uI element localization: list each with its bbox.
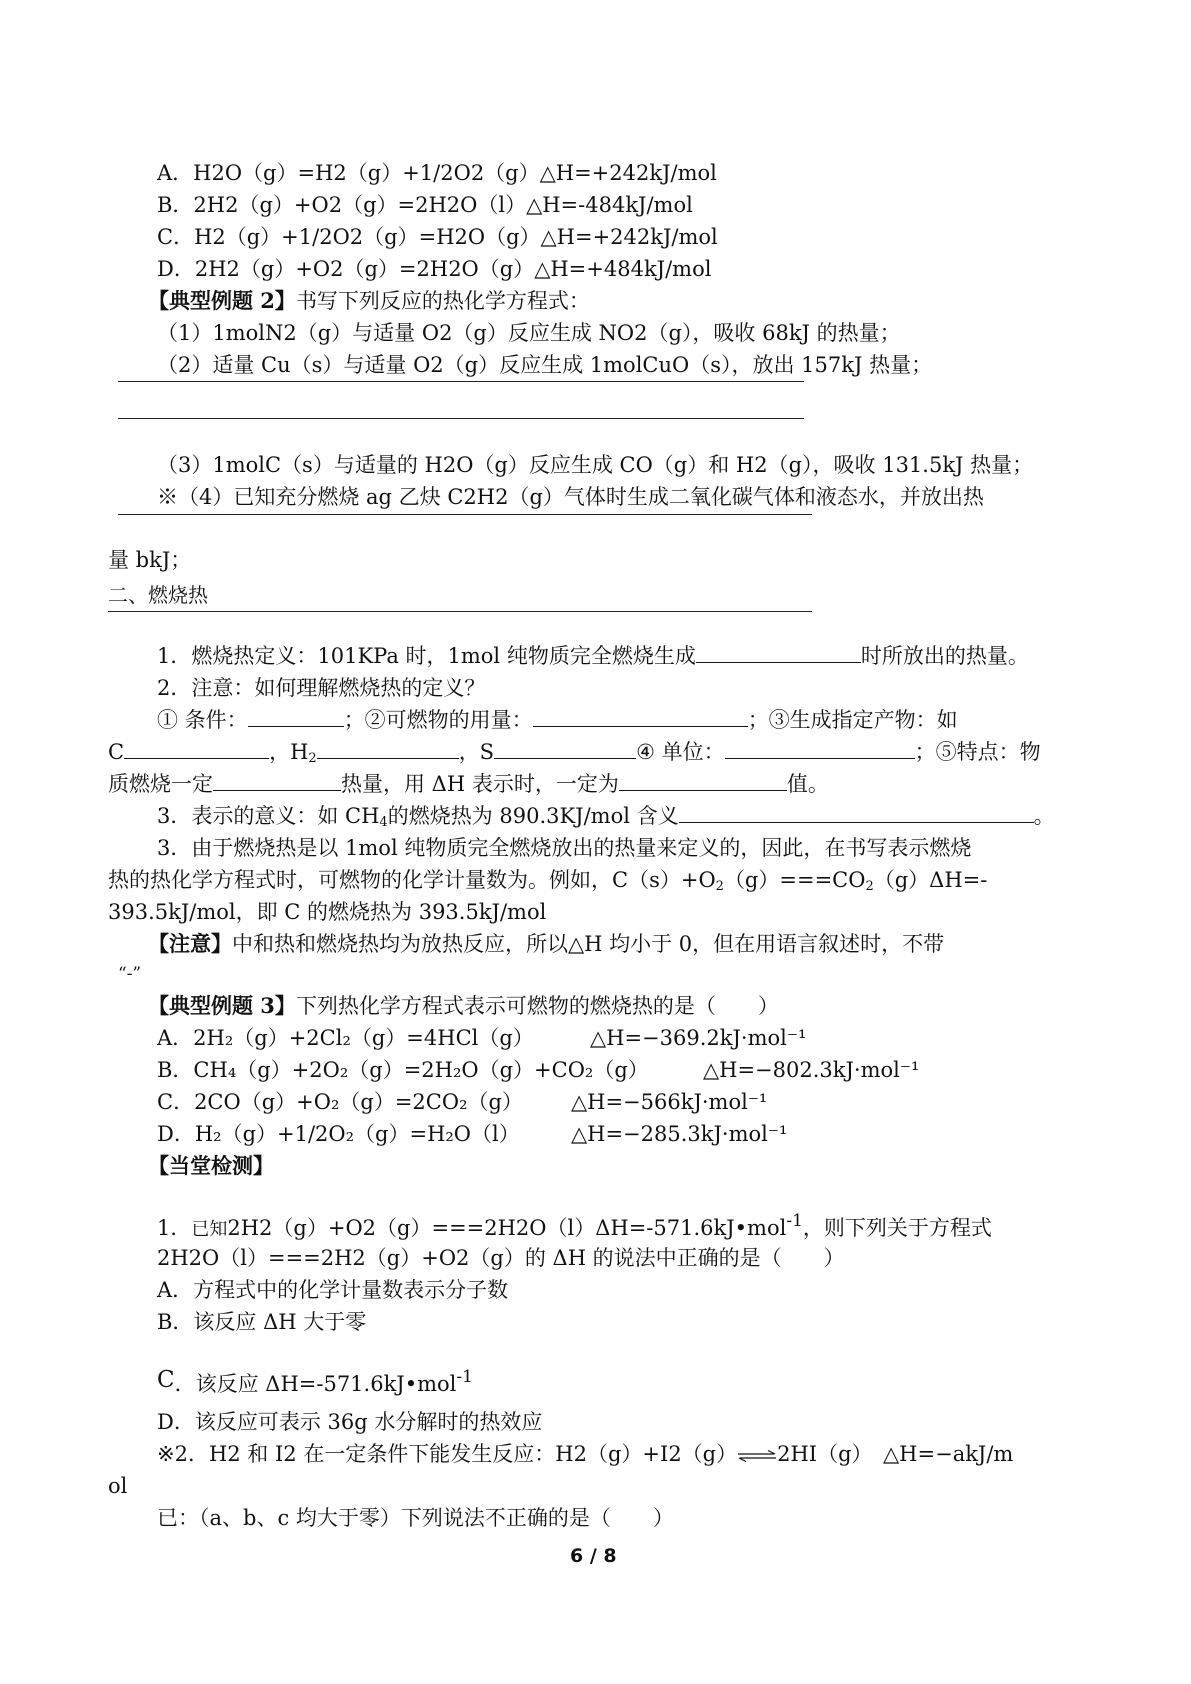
check-q1-line-1 — [157, 1206, 992, 1245]
q1-option-c: C．H2（g）+1/2O2（g）=H2O（g）△H=+242kJ/mol — [157, 225, 718, 249]
definition-line-5 — [108, 769, 829, 799]
blank[interactable] — [494, 738, 636, 759]
definition-line-1 — [157, 641, 1029, 671]
blank[interactable] — [124, 738, 269, 759]
definition-line-2: 2．注意：如何理解燃烧热的定义？ — [157, 676, 486, 700]
blank[interactable] — [533, 706, 748, 727]
equation: C．2CO（g）+O₂（g）=2CO₂（g） — [157, 1090, 523, 1114]
check-text: ．该反应 ΔH=-571.6kJ•mol — [174, 1372, 457, 1396]
check-q1-option-b: B．该反应 ΔH 大于零 — [157, 1310, 367, 1334]
definition-text: ，S — [458, 740, 495, 764]
definition-text: 质燃烧一定 — [108, 772, 213, 796]
answer-line — [118, 418, 804, 419]
check-q1-option-d: D．该反应可表示 36g 水分解时的热效应 — [157, 1410, 543, 1434]
definition-text: （g）ΔH=- — [873, 868, 988, 892]
check-q1-line-2: 2H2O（l）===2H2（g）+O2（g）的 ΔH 的说法中正确的是（ ） — [157, 1246, 845, 1270]
enthalpy: △H=−369.2kJ·mol⁻¹ — [590, 1026, 807, 1050]
note-text: 中和热和燃烧热均为放热反应，所以△H 均小于 0，但在用语言叙述时，不带 — [232, 932, 945, 956]
q1-option-a: A．H2O（g）=H2（g）+1/2O2（g）△H=+242kJ/mol — [157, 161, 717, 185]
subscript: 2 — [865, 879, 874, 894]
enthalpy: △H=−566kJ·mol⁻¹ — [571, 1090, 768, 1114]
blank[interactable] — [619, 770, 787, 791]
definition-text: 时所放出的热量。 — [860, 644, 1029, 668]
check-text: C — [157, 1367, 175, 1393]
blank[interactable] — [317, 738, 459, 759]
equation: B．CH₄（g）+2O₂（g）=2H₂O（g）+CO₂（g） — [157, 1058, 649, 1082]
check-q2-line-1 — [157, 1439, 1013, 1469]
example-2-title: 【典型例题 2】 — [148, 288, 296, 313]
definition-text: 的燃烧热为 890.3KJ/mol 含义 — [387, 804, 679, 828]
equilibrium-arrow-icon — [737, 1450, 777, 1462]
definition-text: ；②可燃物的用量： — [343, 708, 533, 732]
note-cont: “-” — [118, 964, 142, 984]
blank[interactable] — [213, 770, 341, 791]
superscript: -1 — [456, 1367, 473, 1387]
definition-line-7: 3．由于燃烧热是以 1mol 纯物质完全燃烧放出的热量来定义的，因此，在书写表示燃烧 — [157, 836, 972, 860]
definition-text: 值。 — [786, 772, 829, 796]
subscript: 2 — [715, 879, 724, 894]
check-text: 已知 — [191, 1219, 228, 1240]
note-line — [148, 929, 944, 959]
definition-text: 3．表示的意义：如 CH — [157, 804, 380, 828]
check-q2-line-2: ol — [108, 1474, 128, 1498]
example-2-item-4-cont: 量 bkJ； — [108, 548, 192, 572]
enthalpy: △H=−802.3kJ·mol⁻¹ — [703, 1058, 920, 1082]
check-text: 2H2（g）+O2（g）===2H2O（l）ΔH=-571.6kJ•mol — [227, 1216, 787, 1240]
q1-option-b: B．2H2（g）+O2（g）=2H2O（l）△H=-484kJ/mol — [157, 193, 693, 217]
example-2-item-2: （2）适量 Cu（s）与适量 O2（g）反应生成 1molCuO（s），放出 157kJ 热量； — [157, 353, 933, 377]
subscript: 4 — [379, 815, 388, 830]
subscript: 2 — [308, 751, 317, 766]
page-number: 6 / 8 — [570, 1545, 617, 1567]
example-3-option-d — [157, 1119, 788, 1149]
blank[interactable] — [725, 738, 915, 759]
definition-text: 热的热化学方程式时，可燃物的化学计量数为。例如，C（s）+O — [108, 868, 716, 892]
definition-text: ，H — [269, 740, 309, 764]
definition-text: ；⑤特点：物 — [914, 740, 1041, 764]
check-q1-option-c — [157, 1362, 473, 1399]
check-title: 【当堂检测】 — [148, 1153, 274, 1178]
example-2-item-3: （3）1molC（s）与适量的 H2O（g）反应生成 CO（g）和 H2（g），吸收 131.5kJ 热量； — [157, 453, 1034, 477]
example-3-prompt: 下列热化学方程式表示可燃物的燃烧热的是（ ） — [295, 994, 779, 1018]
example-2-item-4: ※（4）已知充分燃烧 ag 乙炔 C2H2（g）气体时生成二氧化碳气体和液态水，并放出热 — [157, 485, 984, 509]
blank[interactable] — [248, 706, 344, 727]
equation: A．2H₂（g）+2Cl₂（g）=4HCl（g） — [157, 1026, 534, 1050]
note-title: 【注意】 — [148, 931, 232, 956]
enthalpy: △H=−285.3kJ·mol⁻¹ — [571, 1122, 788, 1146]
check-text: 1． — [157, 1216, 192, 1240]
example-2-heading — [148, 286, 590, 316]
check-q1-option-a: A．方程式中的化学计量数表示分子数 — [157, 1278, 509, 1302]
check-q2-line-3: 已：（a、b、c 均大于零）下列说法不正确的是（ ） — [157, 1506, 674, 1530]
example-2-item-1: （1）1molN2（g）与适量 O2（g）反应生成 NO2（g），吸收 68kJ 的热量； — [157, 321, 901, 345]
answer-line — [118, 514, 812, 515]
definition-text: 热量，用 ΔH 表示时，一定为 — [341, 772, 619, 796]
example-3-title: 【典型例题 3】 — [148, 993, 296, 1018]
definition-text: ；③生成指定产物：如 — [747, 708, 958, 732]
answer-line — [118, 381, 804, 382]
blank[interactable] — [696, 642, 861, 663]
definition-text: ① 条件： — [157, 708, 248, 732]
definition-line-3 — [157, 705, 958, 735]
answer-line — [108, 611, 812, 612]
definition-text: 。 — [1033, 804, 1055, 828]
check-text: ※2．H2 和 I2 在一定条件下能发生反应：H2（g）+I2（g） — [157, 1442, 738, 1466]
equation: D．H₂（g）+1/2O₂（g）=H₂O（l） — [157, 1122, 520, 1146]
superscript: -1 — [786, 1211, 803, 1231]
example-3-heading — [148, 991, 779, 1021]
example-2-prompt: 书写下列反应的热化学方程式： — [295, 289, 590, 313]
definition-text: 1．燃烧热定义：101KPa 时，1mol 纯物质完全燃烧生成 — [157, 644, 696, 668]
blank[interactable] — [679, 802, 1034, 823]
q1-option-d: D．2H2（g）+O2（g）=2H2O（g）△H=+484kJ/mol — [157, 257, 712, 281]
example-3-option-c — [157, 1087, 768, 1117]
example-3-option-a — [157, 1023, 807, 1053]
definition-line-9: 393.5kJ/mol，即 C 的燃烧热为 393.5kJ/mol — [108, 900, 547, 924]
definition-text: （g）===CO — [723, 868, 866, 892]
section-title: 二、燃烧热 — [108, 583, 208, 607]
check-text: 2HI（g） △H=−akJ/m — [777, 1442, 1014, 1466]
definition-text: C — [108, 740, 125, 764]
check-text: ，则下列关于方程式 — [802, 1216, 992, 1240]
example-3-option-b — [157, 1055, 920, 1085]
definition-text: ④ 单位： — [636, 740, 725, 764]
